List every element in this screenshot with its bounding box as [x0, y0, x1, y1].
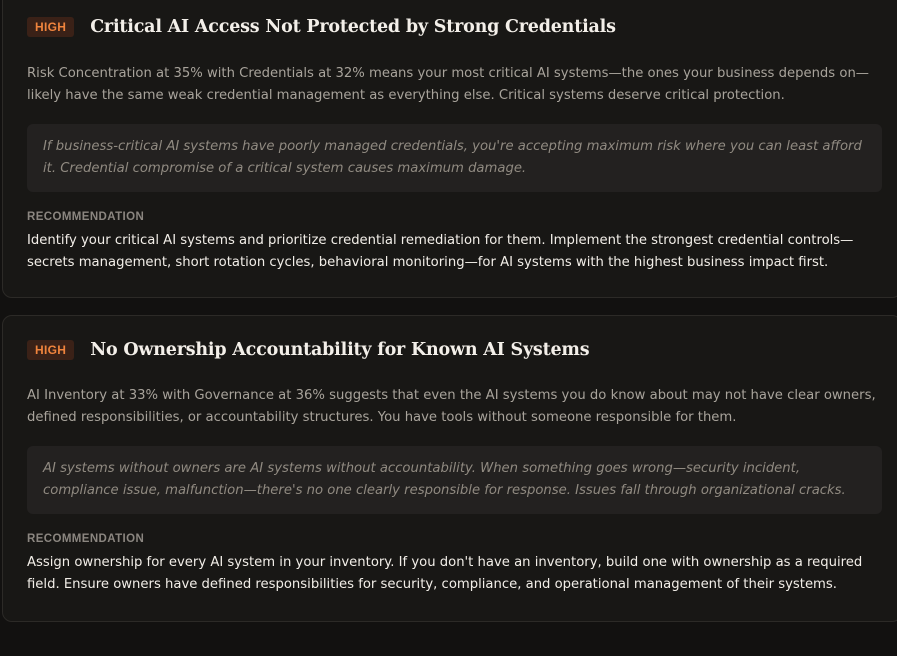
recommendation-text: Assign ownership for every AI system in your inventory. If you don't have an inventory, build one with ownership as a required field. Ensure owners have defined responsibilities for security, compliance, and operational management of their systems. [27, 555, 863, 592]
finding-card [2, 315, 897, 622]
impact-quote: If business-critical AI systems have poorly managed credentials, you're accepting maximum risk where you can least afford it. Credential compromise of a critical system causes maximum damage. [27, 124, 882, 192]
finding-header [27, 340, 589, 360]
finding-description: AI Inventory at 33% with Governance at 36% suggests that even the AI systems you do know about may not have clear owners, defined responsibilities, or accountability structures. You have tools without someone responsible for them. [27, 388, 876, 425]
finding-title: No Ownership Accountability for Known AI Systems [90, 340, 590, 360]
recommendation-label: RECOMMENDATION [27, 211, 145, 223]
finding-description: Risk Concentration at 35% with Credentials at 32% means your most critical AI systems—the ones your business depends on—likely have the same weak credential management as everything else. Critical systems deserve critical protection. [27, 66, 869, 103]
finding-card [2, 0, 897, 298]
finding-header [27, 17, 616, 37]
impact-quote: AI systems without owners are AI systems without accountability. When something goes wrong—security incident, compliance issue, malfunction—there's no one clearly responsible for response. Issues fall through organizational cracks. [27, 446, 882, 514]
recommendation-text: Identify your critical AI systems and prioritize credential remediation for them. Implement the strongest credential controls—secrets management, short rotation cycles, behavioral monitoring—for AI systems with the highest business impact first. [27, 233, 854, 270]
recommendation-label: RECOMMENDATION [27, 533, 145, 545]
severity-badge: HIGH [27, 340, 74, 360]
severity-badge: HIGH [27, 17, 74, 37]
finding-title: Critical AI Access Not Protected by Strong Credentials [90, 17, 616, 37]
